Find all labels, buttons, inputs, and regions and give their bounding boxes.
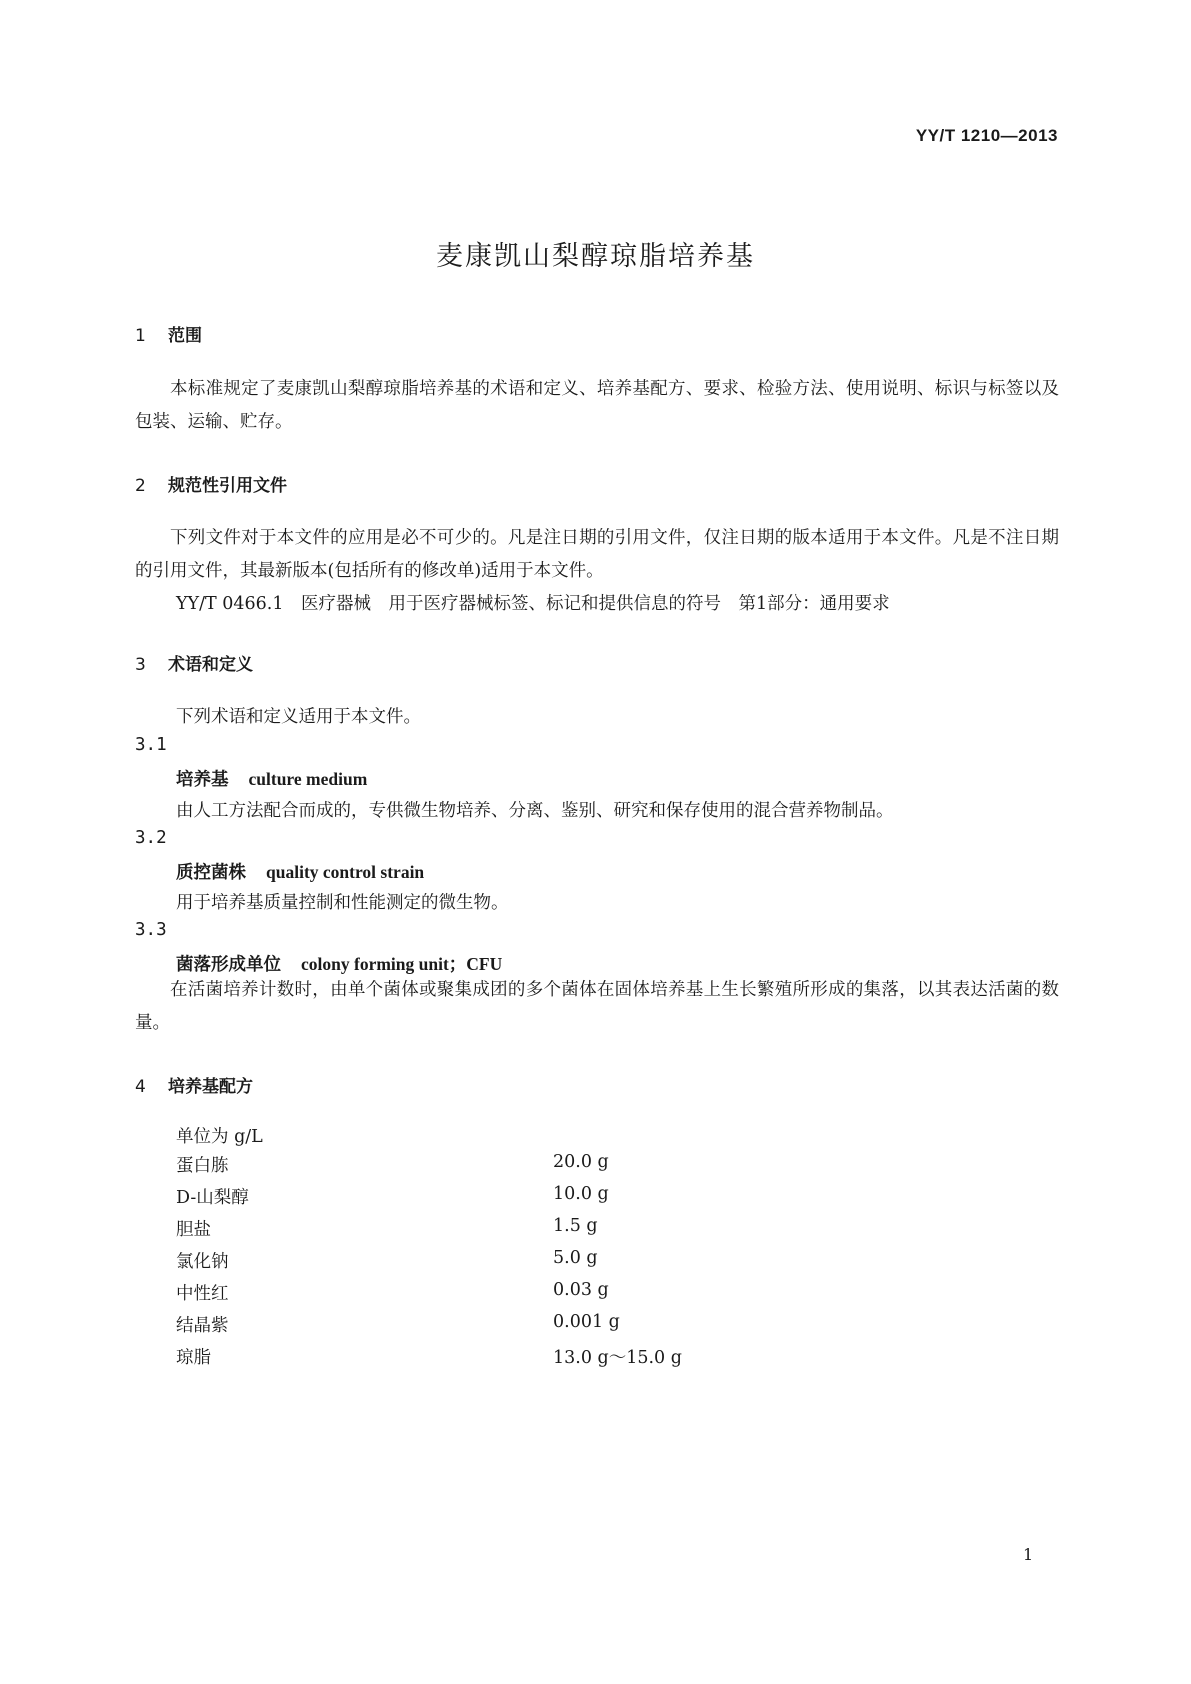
section-heading-normative-references [135,471,287,496]
term-heading [176,766,367,791]
ingredient-name: 结晶紫 [176,1316,229,1336]
section-title: 规范性引用文件 [168,476,287,496]
formula-row [176,1184,682,1216]
term-definition: 用于培养基质量控制和性能测定的微生物。 [176,893,509,913]
term-english: colony forming unit；CFU [301,954,503,974]
term-chinese: 培养基 [176,770,229,790]
ingredient-name: 中性红 [176,1284,229,1304]
ingredient-name: 胆盐 [176,1220,211,1240]
ingredient-amount: 13.0 g～15.0 g [553,1348,682,1368]
ingredient-amount: 0.03 g [553,1280,609,1300]
formula-row [176,1312,682,1344]
unit-note: 单位为 g/L [176,1127,263,1147]
ingredient-amount: 20.0 g [553,1152,609,1172]
scope-paragraph: 本标准规定了麦康凯山梨醇琼脂培养基的术语和定义、培养基配方、要求、检验方法、使用说明、标识与标签以及包装、运输、贮存。 [135,379,1059,432]
section-number: 1 [135,326,146,346]
reference-item: YY/T 0466.1 医疗器械 用于医疗器械标签、标记和提供信息的符号 第1部分：通用要求 [176,594,890,614]
ingredient-name: D-山梨醇 [176,1188,249,1208]
ingredient-amount: 1.5 g [553,1216,598,1236]
term-number: 3.3 [135,920,167,940]
term-english: quality control strain [266,862,425,882]
formula-row [176,1280,682,1312]
section-title: 术语和定义 [168,655,253,675]
normative-references-paragraph: 下列文件对于本文件的应用是必不可少的。凡是注日期的引用文件，仅注日期的版本适用于本文件。凡是不注日期的引用文件，其最新版本(包括所有的修改单)适用于本文件。 [135,528,1059,581]
section-number: 4 [135,1077,146,1097]
formula-row [176,1344,682,1376]
ingredient-amount: 0.001 g [553,1312,620,1332]
term-chinese: 质控菌株 [176,863,246,883]
ingredient-amount: 10.0 g [553,1184,609,1204]
ingredient-name: 氯化钠 [176,1252,229,1272]
formula-row [176,1248,682,1280]
ingredient-name: 琼脂 [176,1348,211,1368]
formula-table [176,1152,682,1376]
term-english: culture medium [248,769,368,789]
section-heading-formula [135,1072,253,1097]
page-number: 1 [1023,1545,1034,1564]
term-heading [176,859,424,884]
term-definition: 在活菌培养计数时，由单个菌体或聚集成团的多个菌体在固体培养基上生长繁殖所形成的集落，以其表达活菌的数量。 [135,980,1059,1033]
term-number: 3.1 [135,735,167,755]
ingredient-name: 蛋白胨 [176,1156,229,1176]
section-number: 3 [135,655,146,675]
section-heading-scope [135,321,202,346]
term-number: 3.2 [135,828,167,848]
ingredient-amount: 5.0 g [553,1248,598,1268]
term-heading [176,951,502,976]
section-heading-terms [135,650,253,675]
terms-intro: 下列术语和定义适用于本文件。 [176,707,421,727]
section-number: 2 [135,476,146,496]
standard-code: YY/T 1210—2013 [915,126,1058,145]
term-chinese: 菌落形成单位 [176,955,281,975]
formula-row [176,1152,682,1184]
formula-row [176,1216,682,1248]
term-definition: 由人工方法配合而成的，专供微生物培养、分离、鉴别、研究和保存使用的混合营养物制品。 [176,801,894,821]
section-title: 范围 [168,326,202,346]
section-title: 培养基配方 [168,1077,253,1097]
document-title: 麦康凯山梨醇琼脂培养基 [436,241,755,272]
